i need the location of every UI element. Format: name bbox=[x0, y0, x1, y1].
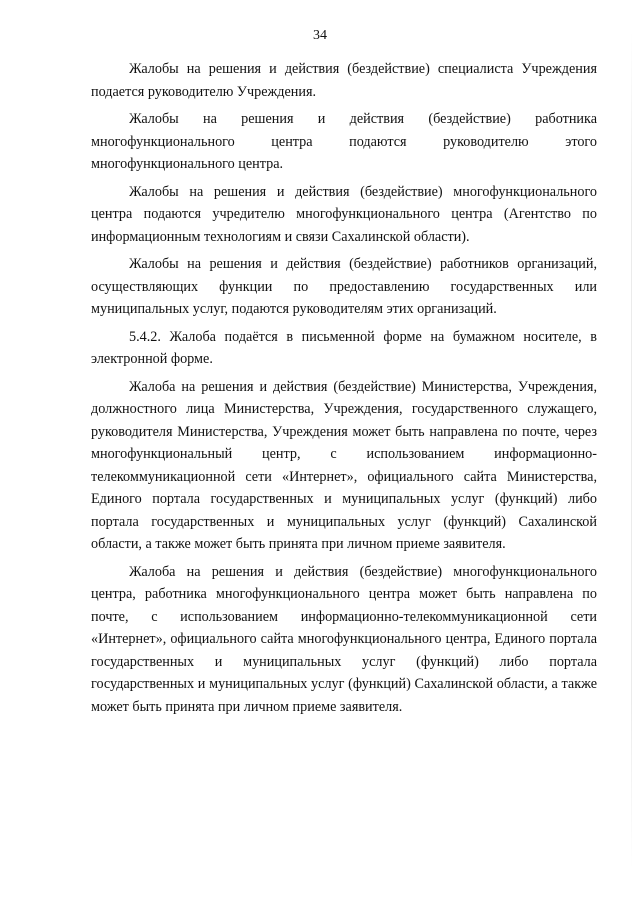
paragraph-5: 5.4.2. Жалоба подаётся в письменной форме на бумажном носителе, в электронной форме. bbox=[91, 328, 597, 367]
paragraph-3: Жалобы на решения и действия (бездействие) многофункционального центра подаются учредителю многофункционального центра (Агентство по информационным технологиям и связи Сахалинской области). bbox=[91, 183, 597, 245]
paragraph-4: Жалобы на решения и действия (бездействие) работников организаций, осуществляющих функции по предоставлению государственных или муниципальных услуг, подаются руководителям этих организаций. bbox=[91, 256, 597, 317]
paragraph-6: Жалоба на решения и действия (бездействие) Министерства, Учреждения, должностного лица Министерства, Учреждения, государственного служащего, руководителя Министерства, Учреждения может быть направлена по почте, через многофункциональный центр, с использованием информационно-телекоммуникационной сети «Интернет», официального сайта Министерства, Единого портала государственных и муниципальных услуг (функций) либо портала государственных и муниципальных услуг (функций) Сахалинской области, а также может быть принята при личном приеме заявителя. bbox=[91, 378, 597, 552]
scan-edge-line bbox=[631, 30, 632, 870]
paragraph-7: Жалоба на решения и действия (бездействие) многофункционального центра, работника многофункционального центра может быть направлена по почте, с использованием информационно-телекоммуникационной сети «Интернет», официального сайта многофункционального центра, Единого портала государственных и муниципальных услуг (функций) либо портала государственных и муниципальных услуг (функций) Сахалинской области, а также может быть принята при личном приеме заявителя. bbox=[91, 563, 597, 715]
paragraph-2: Жалобы на решения и действия (бездействие) работника многофункционального центра подаются руководителю этого многофункционального центра. bbox=[91, 111, 597, 172]
paragraph-1: Жалобы на решения и действия (бездействие) специалиста Учреждения подается руководителю Учреждения. bbox=[91, 61, 597, 100]
page-number: 34 bbox=[313, 28, 327, 43]
document-body bbox=[91, 58, 597, 723]
